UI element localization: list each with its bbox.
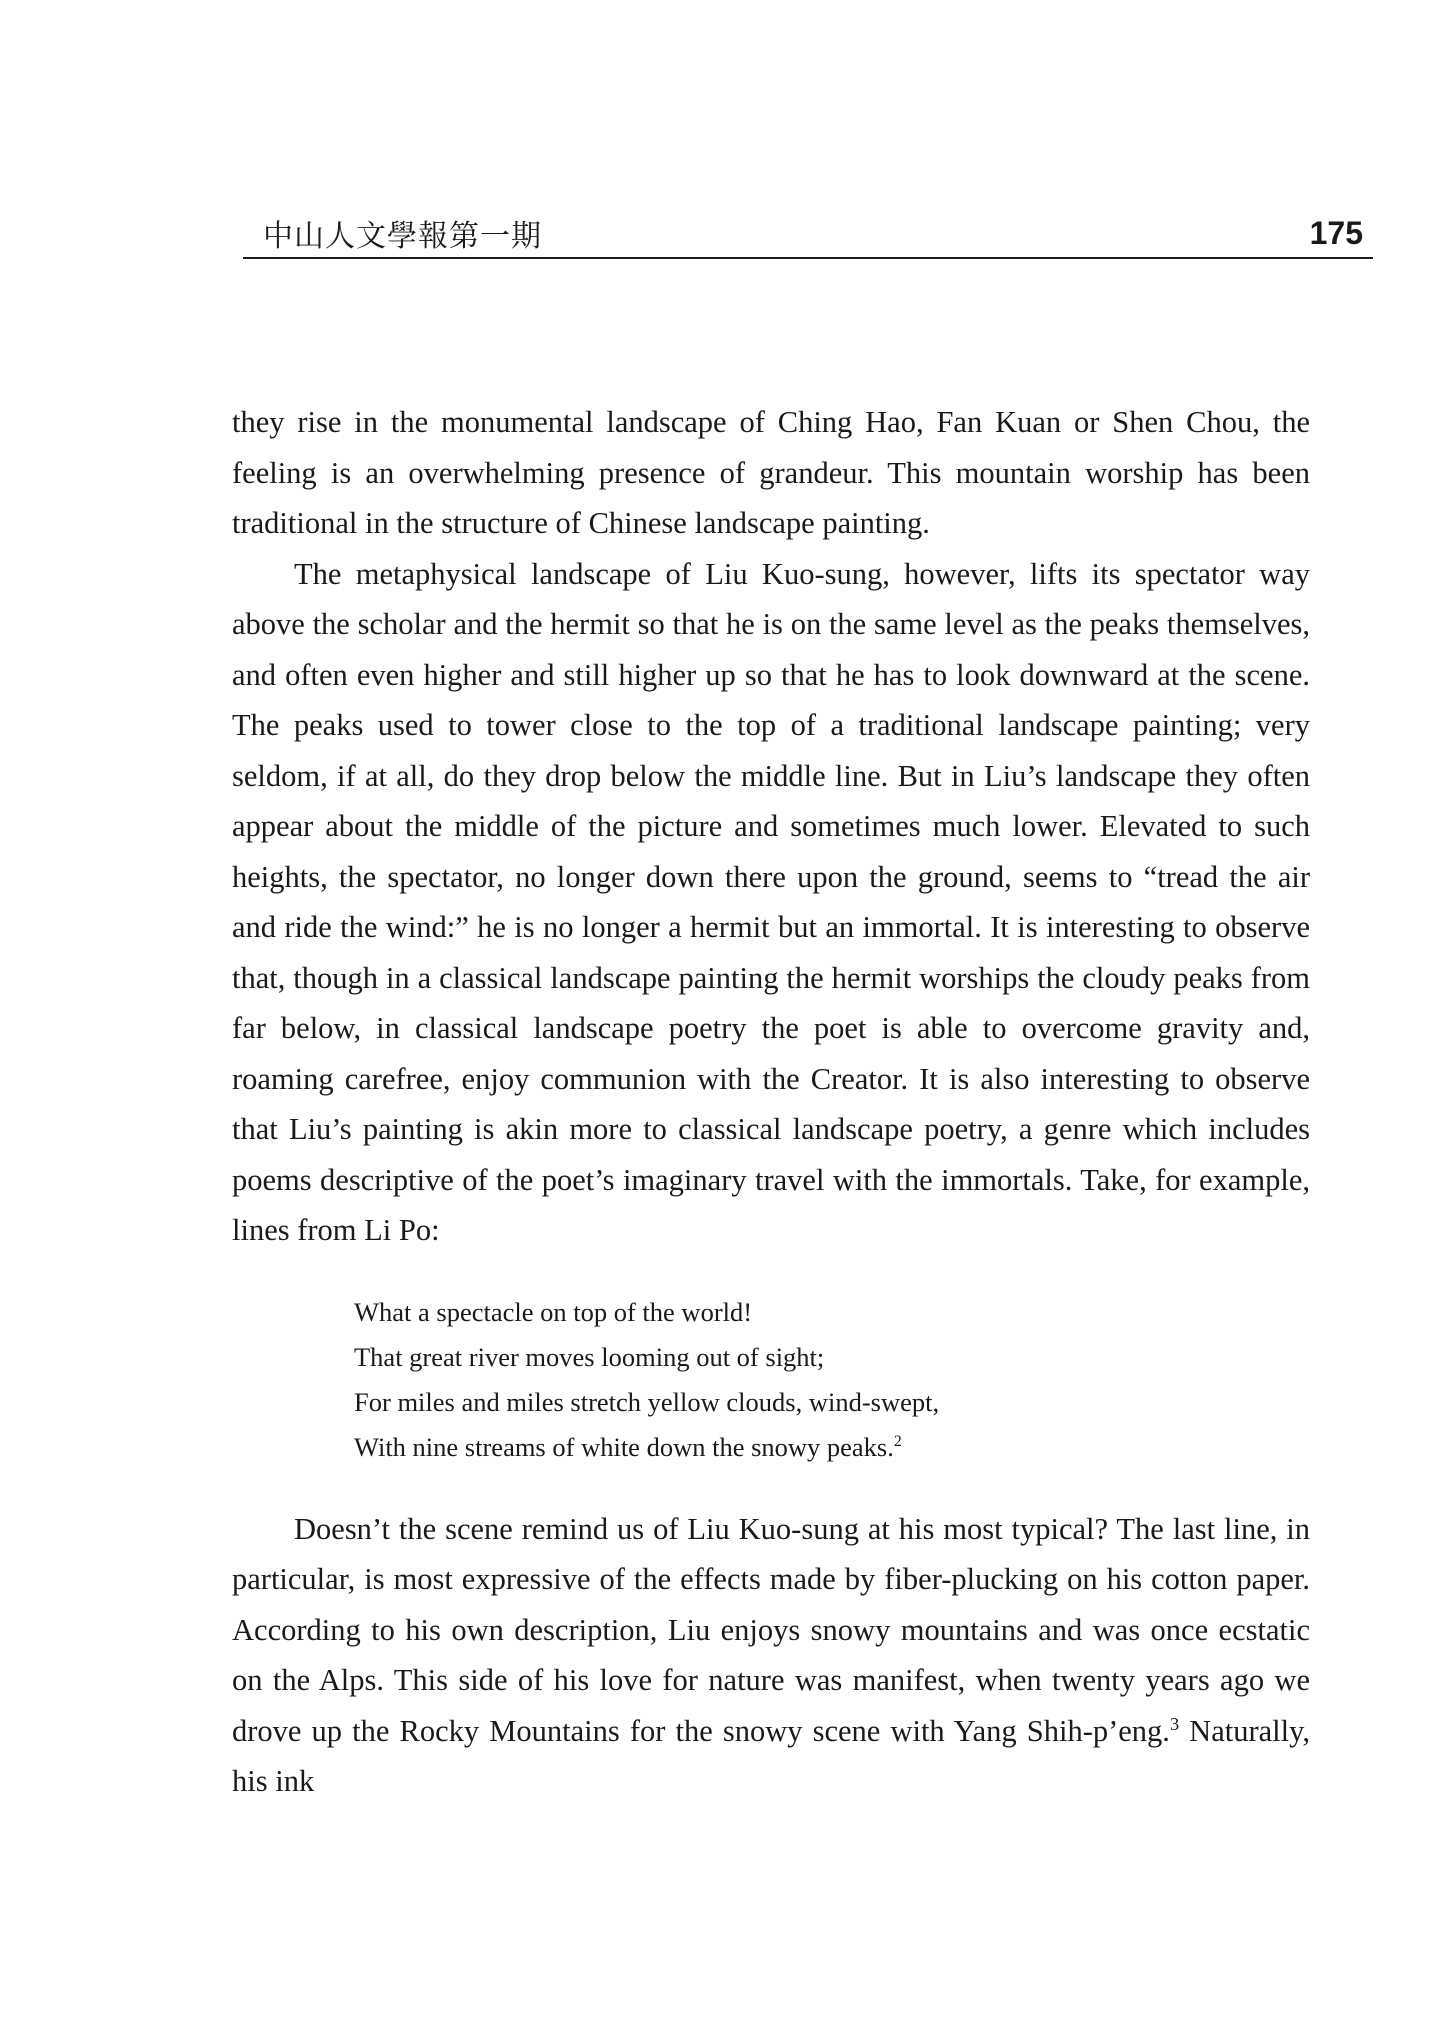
footnote-ref: 3 [1169, 1713, 1180, 1734]
journal-title: 中山人文學報第一期 [263, 219, 542, 254]
verse-line: For miles and miles stretch yellow clouds, wind-swept, [354, 1386, 940, 1417]
paragraph-1: they rise in the monumental landscape of Ching Hao, Fan Kuan or Shen Chou, the feeling is an overwhelming presence of grandeur. This mountain worship has been traditional in the structure of Chinese landscape painting. [232, 405, 1310, 540]
verse-line-text: With nine streams of white down the snowy peaks. [354, 1431, 894, 1462]
footnote-ref: 2 [893, 1432, 902, 1450]
paragraph-3-tail: Naturally, his ink [232, 1713, 1311, 1798]
verse-quotation [354, 1290, 1310, 1470]
body-text [232, 397, 1310, 1807]
page-number: 175 [1309, 215, 1363, 251]
verse-line: What a spectacle on top of the world! [354, 1296, 753, 1327]
running-header [243, 205, 1373, 259]
paragraph-3 [232, 1504, 1310, 1807]
verse-line [354, 1425, 1310, 1470]
paragraph-3-text: Doesn’t the scene remind us of Liu Kuo-sung at his most typical? The last line, in particular, is most expressive of the effects made by fiber-plucking on his cotton paper. According to his own description, Liu enjoys snowy mountains and was once ecstatic on the Alps. This side of his love for nature was manifest, when twenty years ago we drove up the Rocky Mountains for the snowy scene with Yang Shih-p’eng. [232, 1511, 1310, 1748]
verse-line: That great river moves looming out of sight; [354, 1341, 825, 1372]
paragraph-2: The metaphysical landscape of Liu Kuo-sung, however, lifts its spectator way above the scholar and the hermit so that he is on the same level as the peaks themselves, and often even higher and still higher up so that he has to look downward at the scene. The peaks used to tower close to the top of a traditional landscape painting; very seldom, if at all, do they drop below the middle line. But in Liu’s landscape they often appear about the middle of the picture and sometimes much lower. Elevated to such heights, the spectator, no longer down there upon the ground, seems to “tread the air and ride the wind:” he is no longer a hermit but an immortal. It is interesting to observe that, though in a classical landscape painting the hermit worships the cloudy peaks from far below, in classical landscape poetry the poet is able to overcome gravity and, roaming carefree, enjoy communion with the Creator. It is also interesting to observe that Liu’s painting is akin more to classical landscape poetry, a genre which includes poems descriptive of the poet’s imaginary travel with the immortals. Take, for example, lines from Li Po: [232, 556, 1310, 1247]
